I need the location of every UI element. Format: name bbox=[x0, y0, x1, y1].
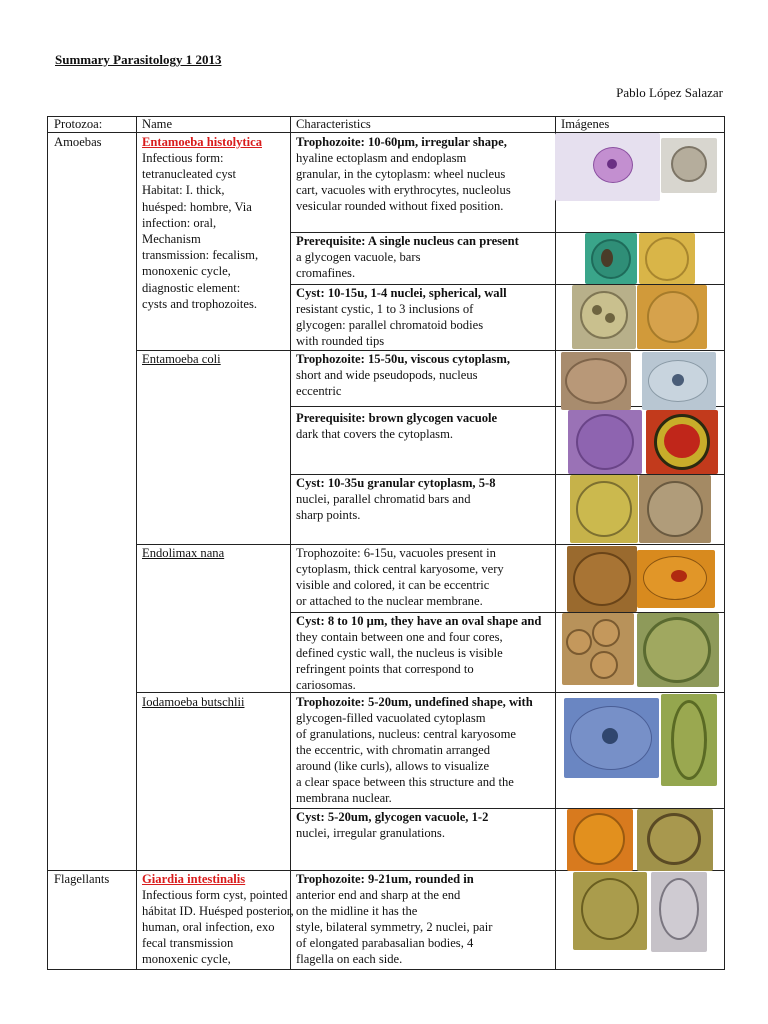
iodamoeba-cyst-1 bbox=[567, 809, 633, 871]
giardia-2 bbox=[651, 872, 707, 952]
header-characteristics: Characteristics bbox=[296, 117, 371, 131]
iodamoeba-trophozoite-1 bbox=[564, 698, 659, 778]
parasitology-table bbox=[47, 116, 725, 970]
coli-prerequisite-red bbox=[646, 410, 718, 474]
document-title: Summary Parasitology 1 2013 bbox=[55, 52, 222, 67]
species-name-nana: Endolimax nana bbox=[142, 546, 225, 560]
coli-trophozoite-text: Trophozoite: 15-50u, viscous cytoplasm, short and wide pseudopods, nucleus eccentric bbox=[296, 352, 510, 398]
giardia-trophozoite-text: Trophozoite: 9-21um, rounded in anterior end and sharp at the end on the midline it has the style, bilateral symmetry, 2 nuclei, pair of elongated parabasalian bodies, 4 flagella on each side. bbox=[296, 872, 493, 966]
iodamoeba-cyst-text: Cyst: 5-20um, glycogen vacuole, 1-2 nuclei, irregular granulations. bbox=[296, 810, 489, 840]
group-flagellants: Flagellants bbox=[54, 872, 110, 886]
nana-cyst-text: Cyst: 8 to 10 μm, they have an oval shape and they contain between one and four cores, defined cystic wall, the nucleus is visible refringent points that correspond to cariosomas. bbox=[296, 614, 542, 692]
histolytica-prerequisite-yellow bbox=[639, 233, 695, 284]
species-name-coli: Entamoeba coli bbox=[142, 352, 221, 366]
iodamoeba-trophozoite-text: Trophozoite: 5-20um, undefined shape, with glycogen-filled vacuolated cytoplasm of granulations, nucleus: central karyosome the eccentric, with chromatin arranged around (like curls), allows to visualize a clear space between this structure and the membrana nuclear. bbox=[296, 695, 533, 805]
header-images: Imágenes bbox=[561, 117, 610, 131]
histolytica-cyst-text: Cyst: 10-15u, 1-4 nuclei, spherical, wall resistant cystic, 1 to 3 inclusions of glycogen: parallel chromatoid bodies with rounded tips bbox=[296, 286, 507, 348]
nana-cyst-2 bbox=[637, 613, 719, 687]
giardia-1 bbox=[573, 872, 647, 950]
nana-cyst-1 bbox=[562, 613, 634, 685]
histolytica-cyst-1 bbox=[572, 285, 636, 349]
coli-trophozoite-1 bbox=[561, 352, 631, 410]
histolytica-details: Infectious form: tetranucleated cyst Habitat: I. thick, huésped: hombre, Via infection: oral, Mechanism transmission: fecalism, monoxenic cycle, diagnostic element: cysts and trophozoites. bbox=[142, 151, 259, 311]
histolytica-prerequisite-text: Prerequisite: A single nucleus can present a glycogen vacuole, bars cromafines. bbox=[296, 234, 519, 280]
species-name-iodamoeba: Iodamoeba butschlii bbox=[142, 695, 245, 709]
nana-trophozoite-1 bbox=[567, 546, 637, 612]
iodamoeba-trophozoite-2 bbox=[661, 694, 717, 786]
header-name: Name bbox=[142, 117, 173, 131]
species-name-histolytica[interactable]: Entamoeba histolytica bbox=[142, 135, 262, 149]
nana-trophozoite-2 bbox=[637, 550, 715, 608]
giardia-details: Infectious form cyst, pointed hábitat ID. Huésped posterior, human, oral infection, exo fecal transmission monoxenic cycle, bbox=[142, 888, 294, 966]
group-amoebas: Amoebas bbox=[54, 135, 102, 149]
nana-trophozoite-text: Trophozoite: 6-15u, vacuoles present in cytoplasm, thick central karyosome, very visible and colored, it can be eccentric or attached to the nuclear membrane. bbox=[296, 546, 504, 608]
species-name-giardia[interactable]: Giardia intestinalis bbox=[142, 872, 246, 886]
iodamoeba-cyst-2 bbox=[637, 809, 713, 871]
histolytica-trophozoite-diagram bbox=[555, 133, 660, 201]
histolytica-trophozoite-photo bbox=[661, 138, 717, 193]
document-author: Pablo López Salazar bbox=[616, 85, 723, 100]
histolytica-prerequisite-green bbox=[585, 233, 637, 284]
coli-trophozoite-2 bbox=[642, 352, 716, 410]
histolytica-cyst-2 bbox=[637, 285, 707, 349]
coli-cyst-1 bbox=[570, 475, 638, 543]
header-protozoa: Protozoa: bbox=[54, 117, 103, 131]
coli-cyst-2 bbox=[639, 475, 711, 543]
coli-prerequisite-purple bbox=[568, 410, 642, 474]
coli-cyst-text: Cyst: 10-35u granular cytoplasm, 5-8 nuclei, parallel chromatid bars and sharp points. bbox=[296, 476, 496, 522]
histolytica-trophozoite-text: Trophozoite: 10-60μm, irregular shape, hyaline ectoplasm and endoplasm granular, in the cytoplasm: wheel nucleus cart, vacuoles with erythrocytes, nucleolus vesicular rounded without fixed position. bbox=[296, 135, 511, 213]
coli-prerequisite-text: Prerequisite: brown glycogen vacuole dark that covers the cytoplasm. bbox=[296, 411, 498, 441]
